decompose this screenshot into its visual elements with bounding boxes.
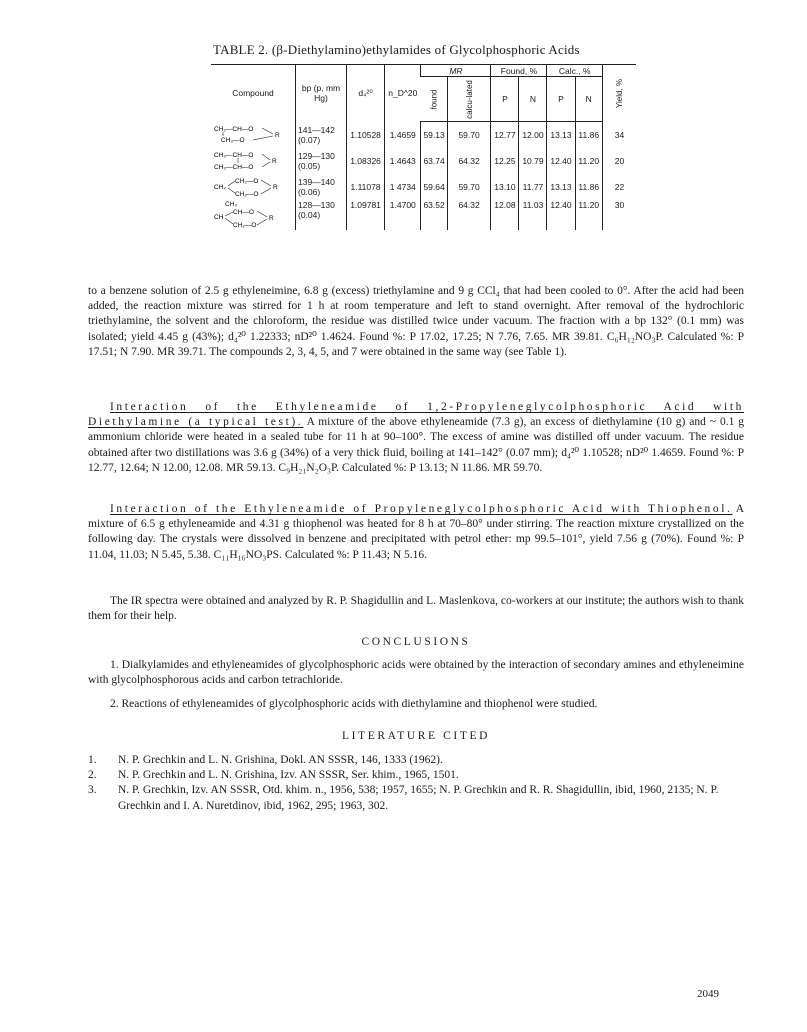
reference-text: N. P. Grechkin, Izv. AN SSSR, Otd. khim. n., 1956, 538; 1957, 1655; N. P. Grechkin and R. R. Shagidullin, ibid, 1960, 2135; N. P. Grechkin and I. A. Nuretdinov, ibid, 1962, 295; 1963, 302. [118,784,719,812]
cell-density: 1.10528 [347,122,385,149]
paragraph-body: A mixture of the above ethyleneamide (7.3 g), an excess of diethylamine (10 g) and ~ 0.1 g ammonium chloride were heated in a sealed tube for 11 h at 90–100°. The excess of amine was distilled off under vacuum. The residue obtained after two distillations was 3.6 g (34%) of a very thick fluid, boiling at 141–142° (0.07 mm); d₄²⁰ 1.10528; nD²⁰ 1.4659. Found %: P 12.77, 12.64; N 12.00, 12.08. MR 59.13. C₉H₂₁N₂O₃P. Calculated %: P 13.13; N 11.86. MR 59.70. [88,416,744,474]
reference-text: N. P. Grechkin and L. N. Grishina, Dokl. AN SSSR, 146, 1333 (1962). [118,754,443,766]
references-list [88,753,744,814]
cell-mr-found: 59.64 [421,174,447,200]
header-calc: Calc., % [547,65,602,77]
body-paragraph-3 [88,502,744,563]
svg-text:CH₃—O: CH₃—O [221,136,245,144]
header-mr: MR [421,65,491,77]
structure-diagram [213,175,291,199]
cell-found-n: 11.03 [519,200,547,230]
cell-density: 1.08326 [347,148,385,174]
cell-found-n: 10.79 [519,148,547,174]
table-row [211,174,636,200]
header-found-n: N [519,77,547,122]
table-row [211,122,636,149]
cell-found-p: 13.10 [491,174,519,200]
svg-text:CH₃—CH—O: CH₃—CH—O [214,152,254,159]
svg-text:CH₂: CH₂ [214,184,226,191]
cell-found-n: 12.00 [519,122,547,149]
svg-text:CH₂—O: CH₂—O [235,191,259,198]
paragraph-text [88,400,744,476]
cell-nd: 1.4643 [385,148,421,174]
header-mr-found: found [421,77,447,122]
cell-nd: 1.4700 [385,200,421,230]
cell-nd: 1.4659 [385,122,421,149]
cell-mr-found: 63.74 [421,148,447,174]
reference-number: 2. [88,769,97,782]
body-paragraph-2 [88,400,744,476]
cell-bp: 128—130 (0.04) [296,200,347,230]
paragraph-text: The IR spectra were obtained and analyzed by R. P. Shagidullin and L. Maslenkova, co-workers at our institute; the authors wish to thank them for their help. [88,595,744,623]
compound-structure [211,174,296,200]
reference-item [88,768,744,783]
section-heading: Interaction of the Ethyleneamide of Propyleneglycolphosphoric Acid with Thiophenol. [110,503,733,515]
cell-mr-calc: 64.32 [447,200,491,230]
cell-mr-calc: 59.70 [447,122,491,149]
header-bp: bp (p, mm Hg) [296,65,347,122]
table-container [211,64,636,230]
header-calc-p: P [547,77,575,122]
compound-structure [211,122,296,149]
paragraph-text: to a benzene solution of 2.5 g ethyleneimine, 6.8 g (excess) triethylamine and 9 g CCl₄ that had been cooled to 0°. After the acid had been added, the reaction mixture was stirred for 1 h at room temperature and left to stand overnight. After removal of the hydrochloric triethylamine, the solvent and the chloroform, the residue was distilled twice under vacuum. The fraction with a bp 132° (0.1 mm) was isolated; yield 4.45 g (43%); d₄²⁰ 1.22333; nD²⁰ 1.4624. Found %: P 17.02, 17.25; N 7.76, 7.65. MR 39.81. C₆H₁₂NO₃P. Calculated %: P 17.51; N 7.90. MR 39.71. The compounds 2, 3, 4, 5, and 7 were obtained in the same way (see Table 1). [88,285,744,358]
cell-mr-found: 63.52 [421,200,447,230]
structure-diagram [213,123,291,147]
svg-text:R: R [272,158,277,165]
header-compound: Compound [211,65,296,122]
cell-calc-n: 11.20 [575,200,602,230]
cell-calc-n: 11.86 [575,122,602,149]
reference-item [88,753,744,768]
header-found-p: P [491,77,519,122]
compound-structure [211,200,296,230]
cell-density: 1.11078 [347,174,385,200]
cell-calc-n: 11.20 [575,148,602,174]
body-paragraph-1 [88,284,744,360]
data-table [211,64,636,230]
cell-found-n: 11.77 [519,174,547,200]
svg-text:CH₂—CH—O: CH₂—CH—O [214,125,254,133]
svg-text:R: R [275,131,280,139]
cell-bp: 129—130 (0.05) [296,148,347,174]
cell-calc-p: 13.13 [547,122,575,149]
cell-calc-p: 12.40 [547,200,575,230]
paragraph-text: 2. Reactions of ethyleneamides of glycolphosphoric acids with diethylamine and thiophenol were studied. [110,698,598,710]
svg-text:R: R [273,184,278,191]
references-heading: LITERATURE CITED [342,730,490,742]
section-heading: Interaction of the Ethyleneamide of 1,2-Propyleneglycolphosphoric Acid with Diethylamine (a typical test). [88,401,744,429]
cell-yield: 34 [602,122,636,149]
reference-item [88,783,744,813]
compound-structure [211,148,296,174]
svg-text:CH—O: CH—O [233,209,254,216]
cell-mr-calc: 64.32 [447,148,491,174]
paragraph-text: 1. Dialkylamides and ethyleneamides of glycolphosphoric acids were obtained by the interaction of secondary amines and ethyleneimine with glycolphosphorous acids and carbon tetrachloride. [88,659,744,687]
header-found: Found, % [491,65,547,77]
structure-diagram [213,149,291,173]
header-density: d₄²⁰ [347,65,385,122]
cell-bp: 141—142 (0.07) [296,122,347,149]
header-refractive-index: n_D^20 [385,65,421,122]
reference-number: 1. [88,754,97,766]
cell-found-p: 12.08 [491,200,519,230]
svg-text:CH₂—O: CH₂—O [235,178,259,185]
paragraph-body: A mixture of 6.5 g ethyleneamide and 4.31 g thiophenol was heated for 8 h at 70–80° under stirring. The reaction mixture crystallized on the following day. The crystals were dissolved in benzene and precipitated with petrol ether: mp 99.5–101°, yield 7.56 g (70%). Found %: P 11.04, 11.03; N 5.45, 5.38. C₁₁H₁₆NO₃PS. Calculated %: P 11.43; N 5.16. [88,503,745,561]
reference-text: N. P. Grechkin and L. N. Grishina, Izv. AN SSSR, Ser. khim., 1965, 1501. [118,769,459,782]
cell-found-p: 12.77 [491,122,519,149]
cell-yield: 30 [602,200,636,230]
conclusions-item-2 [88,697,744,712]
body-paragraph-4 [88,594,744,624]
cell-density: 1.09781 [347,200,385,230]
cell-yield: 22 [602,174,636,200]
header-calc-n: N [575,77,602,122]
conclusions-heading: CONCLUSIONS [361,636,471,648]
cell-calc-p: 12.40 [547,148,575,174]
header-yield: Yield, % [602,65,636,122]
cell-found-p: 12.25 [491,148,519,174]
cell-mr-calc: 59.70 [447,174,491,200]
svg-text:CH₃: CH₃ [225,201,238,208]
cell-bp: 139—140 (0.06) [296,174,347,200]
cell-yield: 20 [602,148,636,174]
table-title: TABLE 2. (β-Diethylamino)ethylamides of Glycolphosphoric Acids [213,42,580,57]
structure-diagram [213,200,291,230]
cell-nd: 1 4734 [385,174,421,200]
cell-calc-n: 11.86 [575,174,602,200]
reference-number: 3. [88,784,97,797]
svg-text:CH₃—CH—O: CH₃—CH—O [214,164,254,171]
conclusions-item-1 [88,658,744,688]
table-row [211,148,636,174]
page-number: 2049 [697,988,719,1000]
svg-text:CH₂—O: CH₂—O [233,222,257,229]
cell-mr-found: 59.13 [421,122,447,149]
table-row [211,200,636,230]
header-mr-calc: calcu-lated [447,77,491,122]
svg-text:CH: CH [214,214,224,221]
svg-text:R: R [269,215,274,222]
paragraph-text [88,502,744,563]
cell-calc-p: 13.13 [547,174,575,200]
